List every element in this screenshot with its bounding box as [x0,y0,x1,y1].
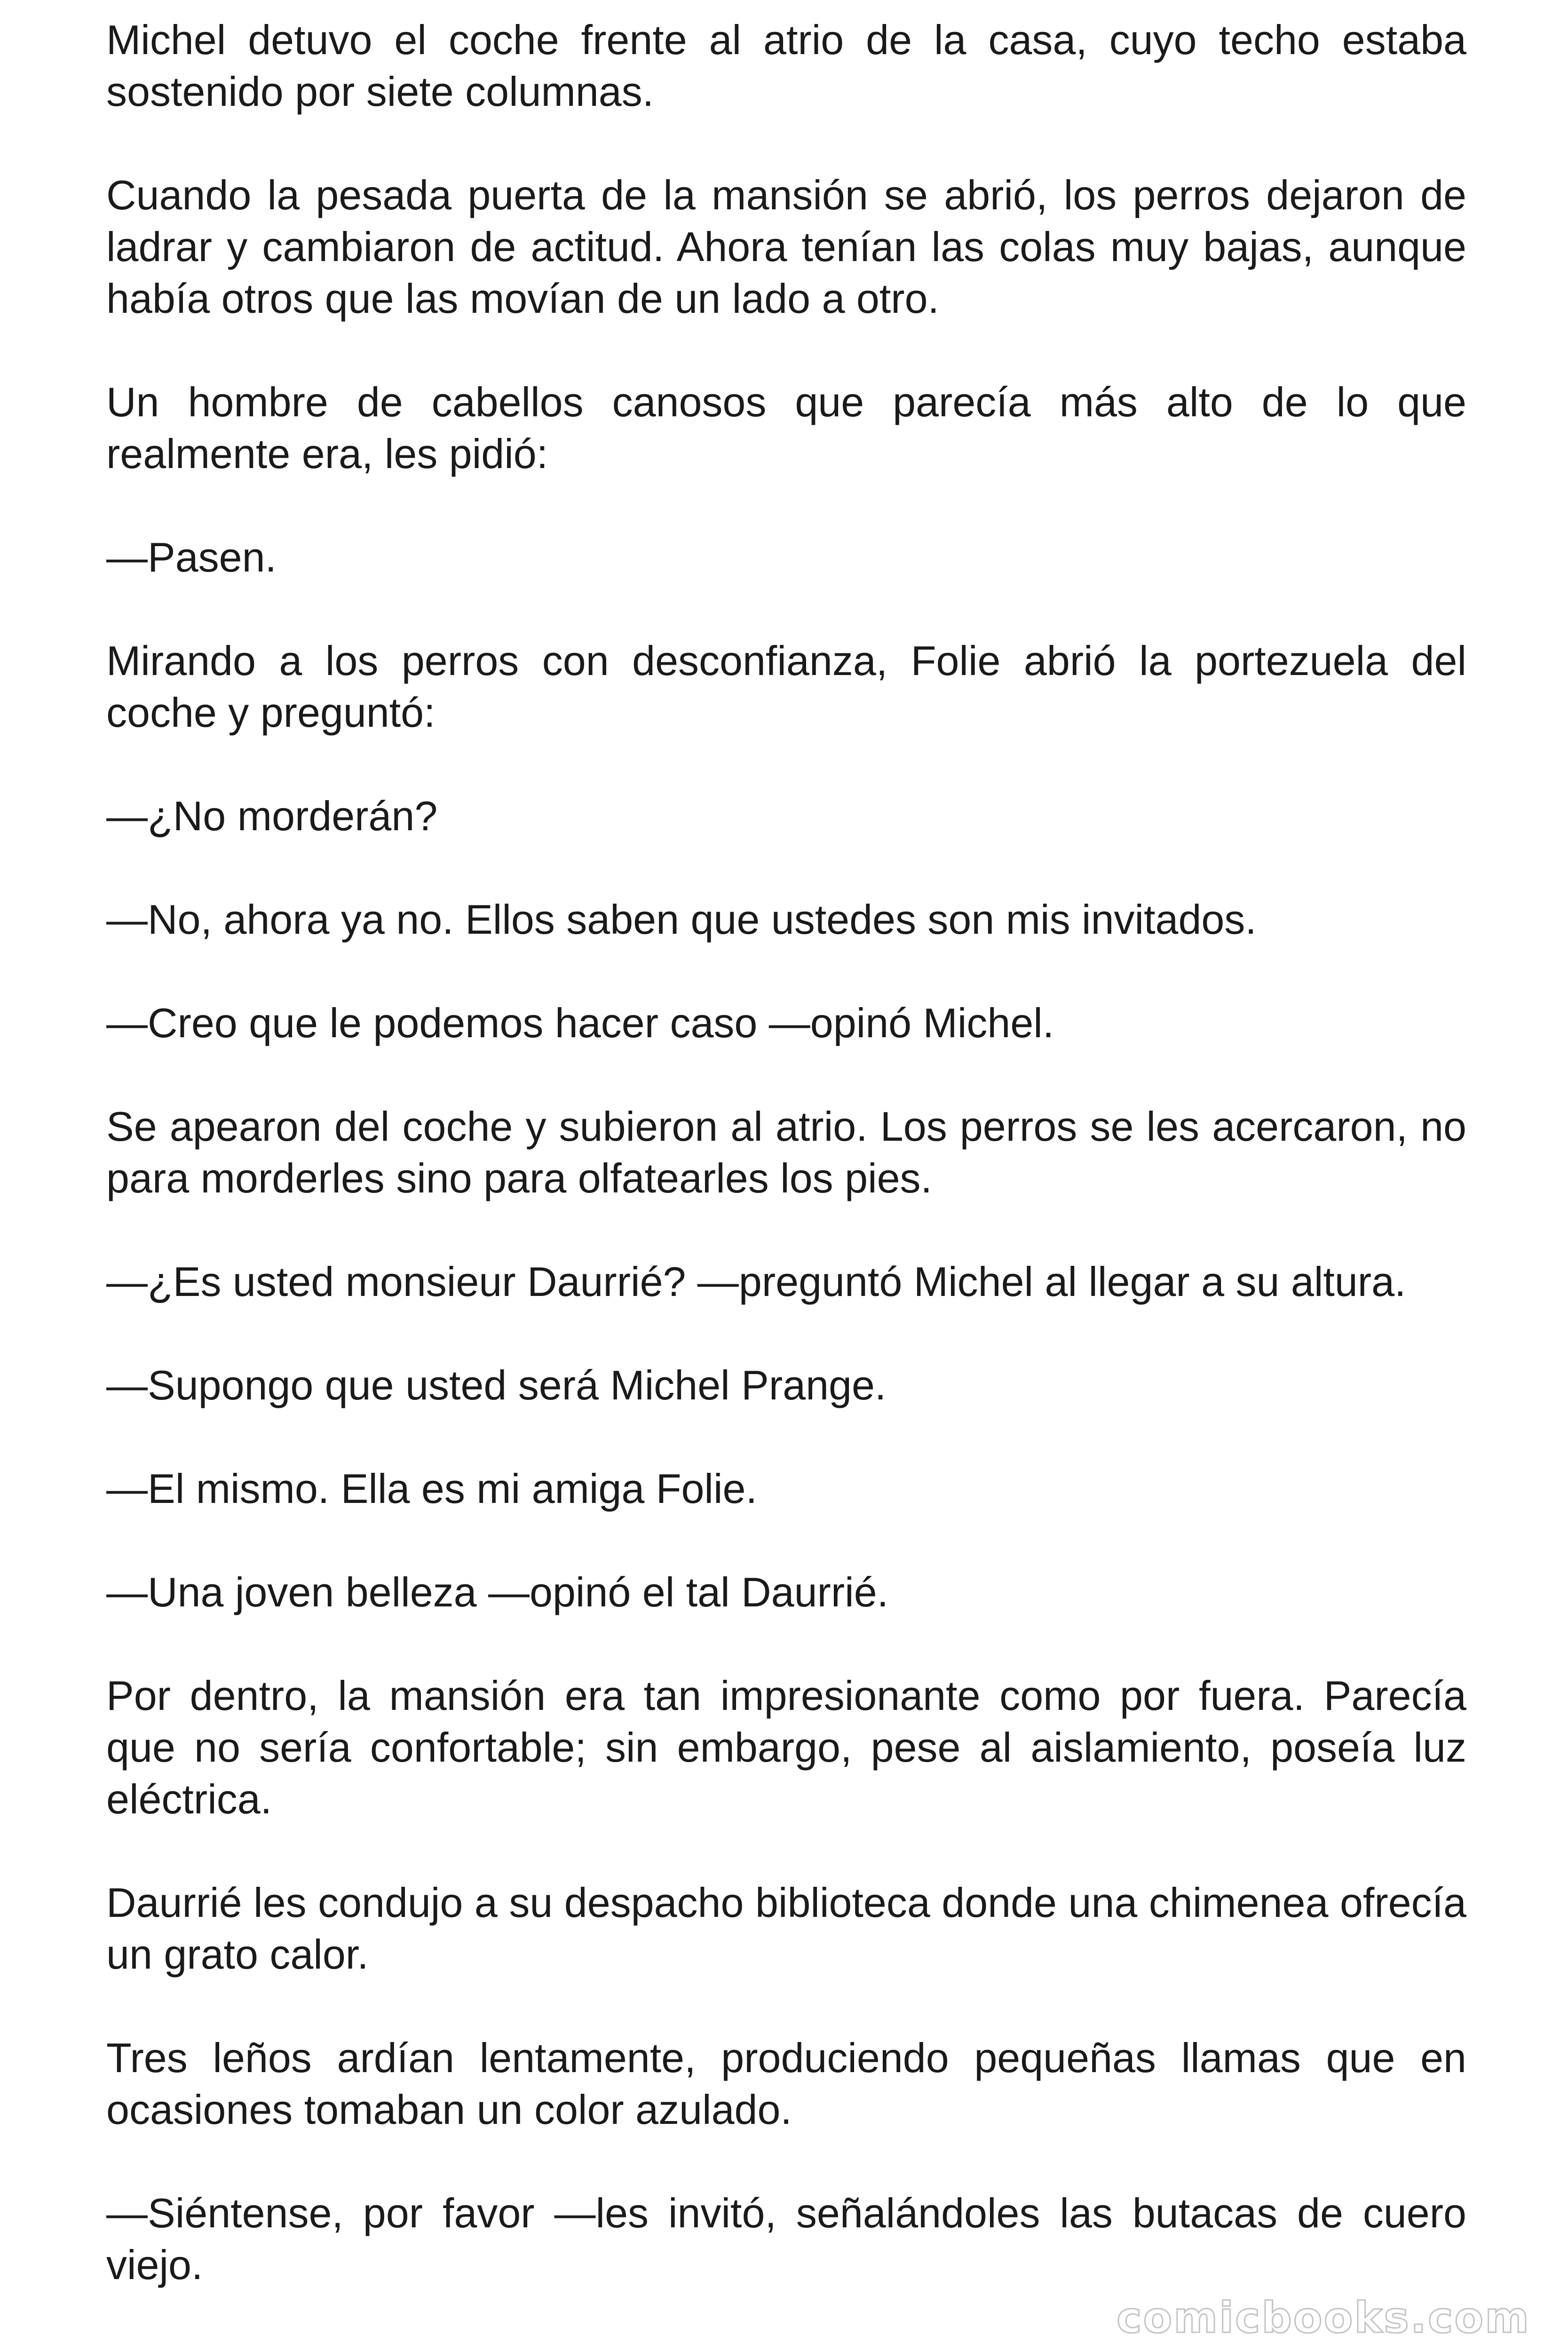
paragraph: Cuando la pesada puerta de la mansión se abrió, los perros dejaron de ladrar y cambiaron de actitud. Ahora tenían las colas muy bajas, aunque había otros que las movían de un lado a otro. [106,172,1466,322]
paragraph: —Una joven belleza —opinó el tal Daurrié. [106,1569,889,1615]
paragraph: Mirando a los perros con desconfianza, Folie abrió la portezuela del coche y preguntó: [106,637,1466,736]
paragraph: —¿No morderán? [106,793,438,839]
watermark: comicbooks.com [1117,2293,1530,2343]
page-body [106,14,1466,2343]
paragraph: —Supongo que usted será Michel Prange. [106,1362,887,1408]
paragraph: Michel detuvo el coche frente al atrio de la casa, cuyo techo estaba sostenido por siete columnas. [106,16,1466,115]
paragraph: —Creo que le podemos hacer caso —opinó Michel. [106,1000,1054,1046]
paragraph: —Pasen. [106,534,277,580]
paragraph: Se apearon del coche y subieron al atrio. Los perros se les acercaron, no para morderles sino para olfatearles los pies. [106,1103,1466,1201]
paragraph: —No, ahora ya no. Ellos saben que ustedes son mis invitados. [106,896,1257,943]
paragraph: Por dentro, la mansión era tan impresionante como por fuera. Parecía que no sería confortable; sin embargo, pese al aislamiento, poseía luz eléctrica. [106,1672,1466,1822]
paragraph: Un hombre de cabellos canosos que parecía más alto de lo que realmente era, les pidió: [106,379,1466,477]
paragraph: —El mismo. Ella es mi amiga Folie. [106,1465,757,1512]
paragraph: —¿Es usted monsieur Daurrié? —preguntó Michel al llegar a su altura. [106,1258,1406,1305]
paragraph: —Siéntense, por favor —les invitó, señalándoles las butacas de cuero viejo. [106,2190,1466,2288]
paragraph: Tres leños ardían lentamente, produciendo pequeñas llamas que en ocasiones tomaban un color azulado. [106,2034,1466,2133]
paragraph: Daurrié les condujo a su despacho biblioteca donde una chimenea ofrecía un grato calor. [106,1879,1466,1978]
